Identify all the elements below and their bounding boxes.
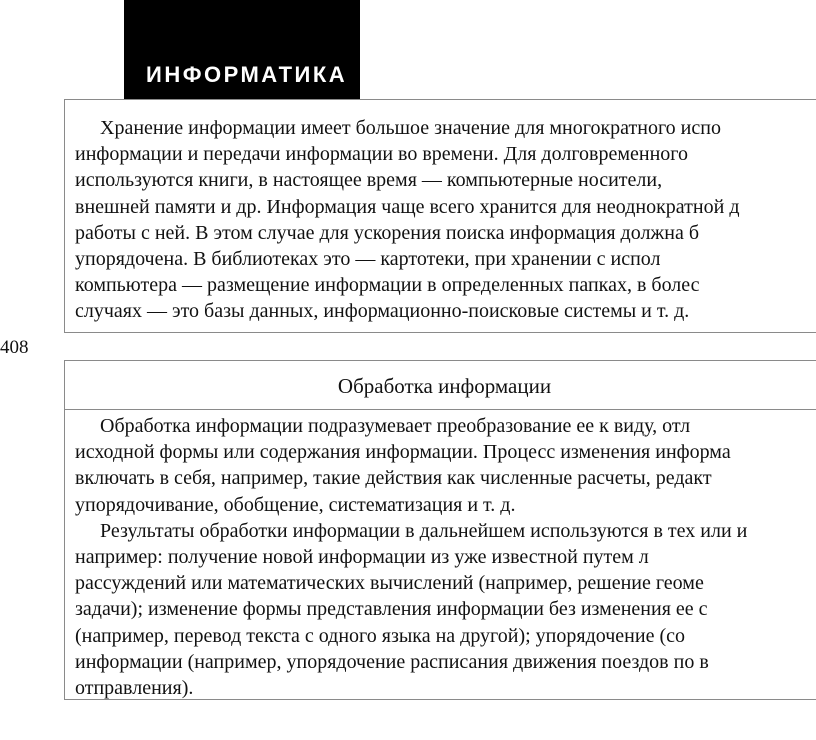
text-line: Обработка информации подразумевает преобразование ее к виду, отл xyxy=(100,415,691,437)
page-number: 408 xyxy=(0,337,29,358)
text-line: информации (например, упорядочение расписания движения поездов по в xyxy=(75,650,709,673)
text-line: упорядочена. В библиотеках это — картотеки, при хранении с испол xyxy=(75,248,661,271)
text-line: случаях — это базы данных, информационно-поисковые системы и т. д. xyxy=(75,300,690,323)
text-line: отправления). xyxy=(75,677,194,700)
text-line: (например, перевод текста с одного языка на другой); упорядочение (со xyxy=(75,624,685,647)
text-line: рассуждений или математических вычислений (например, решение геоме xyxy=(75,572,704,595)
text-line: Результаты обработки информации в дальнейшем используются в тех или и xyxy=(100,519,748,542)
text-line: исходной формы или содержания информации. Процесс изменения информа xyxy=(75,441,731,464)
text-line: Хранение информации имеет большое значение для многократного испо xyxy=(100,117,721,139)
text-line: задачи); изменение формы представления информации без изменения ее с xyxy=(75,598,708,621)
text-line: используются книги, в настоящее время — компьютерные носители, xyxy=(75,169,663,192)
processing-text-box xyxy=(64,360,816,700)
text-line: компьютера — размещение информации в определенных папках, в болес xyxy=(75,274,700,297)
section-title: Обработка информации xyxy=(65,361,816,410)
text-line: информации и передачи информации во времени. Для долговременного xyxy=(75,143,688,166)
storage-paragraph xyxy=(75,115,816,325)
text-line: работы с ней. В этом случае для ускорения поиска информация должна б xyxy=(75,221,699,244)
text-line: включать в себя, например, такие действия как численные расчеты, редакт xyxy=(75,467,712,490)
header-band xyxy=(124,0,360,100)
section-header-title: ИНФОРМАТИКА xyxy=(146,62,348,87)
processing-paragraphs xyxy=(75,413,816,701)
text-line: например: получение новой информации из уже известной путем л xyxy=(75,546,649,569)
storage-text-box xyxy=(64,99,816,333)
text-line: внешней памяти и др. Информация чаще всего хранится для неоднократной д xyxy=(75,195,740,218)
text-line: упорядочивание, обобщение, систематизация и т. д. xyxy=(75,493,516,516)
